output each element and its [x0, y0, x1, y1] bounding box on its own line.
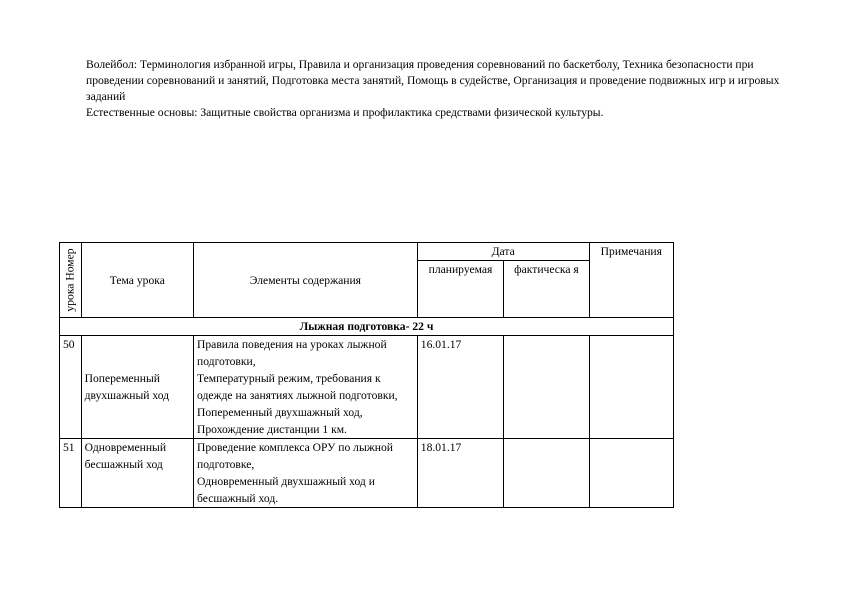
- table-row: [60, 336, 674, 439]
- header-elements: Элементы содержания: [194, 243, 418, 318]
- cell-topic: Попеременный двухшажный ход: [81, 336, 193, 439]
- header-row-1: [60, 243, 674, 261]
- header-date: Дата: [417, 243, 589, 261]
- cell-num: 51: [60, 439, 82, 508]
- intro-volleyball: Волейбол: Терминология избранной игры, Правила и организация проведения соревнований по баскетболу, Техника безопасности при проведении соревнований и занятий, Подготовка места занятий, Помощь в судействе, Организация и проведение подвижных игр и игровых заданий: [86, 58, 780, 103]
- cell-topic: Одновременный бесшажный ход: [81, 439, 193, 508]
- element-line: Температурный режим, требования к одежде на занятиях лыжной подготовки,: [197, 372, 398, 402]
- cell-elements: [194, 439, 418, 508]
- intro-text: [86, 57, 798, 121]
- cell-notes: [589, 336, 673, 439]
- header-lesson-number-label: урока Номер: [63, 248, 77, 312]
- element-line: Одновременный двухшажный ход и бесшажный ход.: [197, 475, 375, 505]
- cell-num: 50: [60, 336, 82, 439]
- cell-planned: 16.01.17: [417, 336, 503, 439]
- header-topic: Тема урока: [81, 243, 193, 318]
- header-actual: фактическа я: [504, 261, 589, 318]
- element-line: Правила поведения на уроках лыжной подготовки,: [197, 338, 387, 368]
- cell-actual: [504, 439, 589, 508]
- cell-elements: [194, 336, 418, 439]
- header-notes: Примечания: [589, 243, 673, 318]
- header-lesson-number: [60, 243, 82, 318]
- intro-natural: Естественные основы: Защитные свойства организма и профилактика средствами физической культуры.: [86, 106, 604, 119]
- cell-actual: [504, 336, 589, 439]
- element-line: Попеременный двухшажный ход,: [197, 406, 363, 419]
- lesson-plan-table: [59, 242, 674, 508]
- table-row: [60, 439, 674, 508]
- section-title: Лыжная подготовка- 22 ч: [60, 318, 674, 336]
- element-line: Проведение комплекса ОРУ по лыжной подготовке,: [197, 441, 393, 471]
- cell-planned: 18.01.17: [417, 439, 503, 508]
- header-planned: планируемая: [417, 261, 503, 318]
- element-line: Прохождение дистанции 1 км.: [197, 423, 347, 436]
- section-row: [60, 318, 674, 336]
- cell-notes: [589, 439, 673, 508]
